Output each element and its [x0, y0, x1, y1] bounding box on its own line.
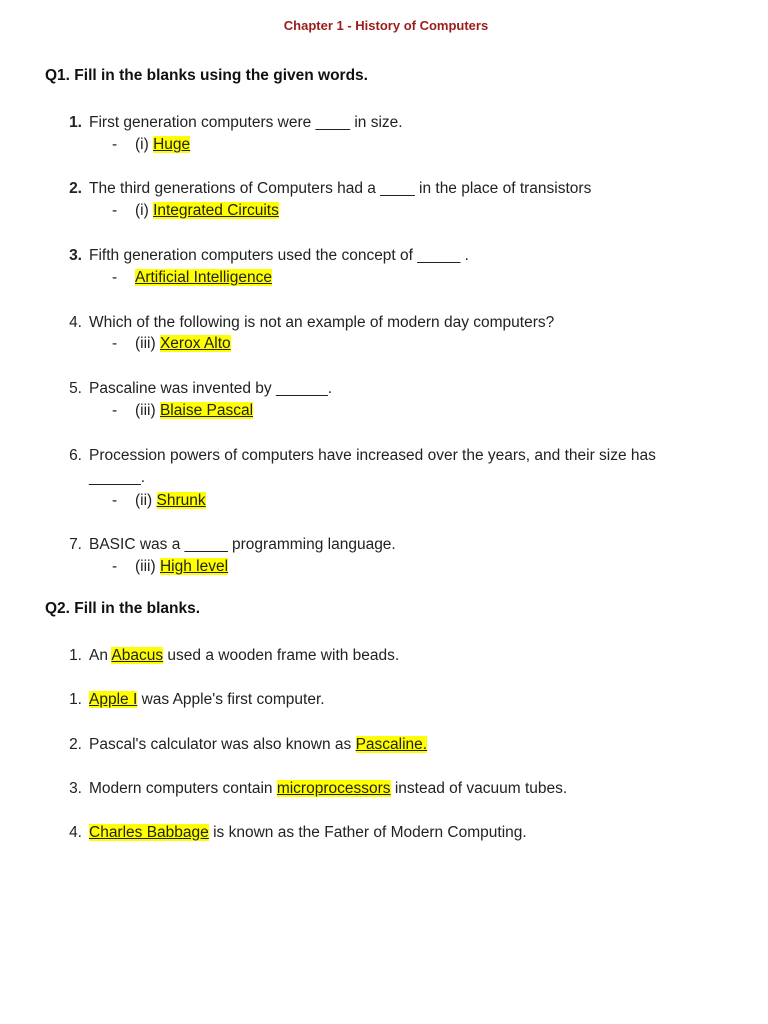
q2-item-number: 2. — [69, 736, 82, 753]
document-title: Chapter 1 - History of Computers — [283, 18, 489, 33]
q1-question-number: 4. — [69, 314, 82, 331]
answer-option-prefix: (iii) — [135, 402, 160, 419]
q2-item-number: 1. — [69, 691, 82, 708]
answer-option-prefix: (iii) — [135, 558, 160, 575]
q1-question-number: 1. — [69, 114, 82, 131]
answer-highlight: Integrated Circuits — [153, 202, 279, 219]
q1-question-number: 3. — [69, 247, 82, 264]
answer-highlight: Artificial Intelligence — [135, 269, 272, 286]
q1-question-number: 7. — [69, 536, 82, 553]
answer-dash: - — [112, 269, 118, 286]
q1-question-text: First generation computers were ____ in size. — [89, 114, 403, 131]
q2-text-after: is known as the Father of Modern Computing. — [208, 824, 527, 841]
answer-highlight: Pascaline. — [355, 736, 428, 753]
q2-heading: Q2. Fill in the blanks. — [45, 600, 201, 617]
q2-text-before: Modern computers contain — [89, 780, 277, 797]
q2-text-after: instead of vacuum tubes. — [390, 780, 568, 797]
answer-option-prefix: (i) — [135, 202, 154, 219]
answer-highlight: microprocessors — [276, 780, 391, 797]
q2-text-after: was Apple's first computer. — [137, 691, 325, 708]
answer-dash: - — [112, 136, 118, 153]
q2-text-before: Pascal's calculator was also known as — [89, 736, 356, 753]
answer-highlight: Huge — [153, 136, 191, 153]
q1-question-number: 6. — [69, 447, 82, 464]
q1-question-text: The third generations of Computers had a ____ in the place of transistors — [89, 180, 592, 197]
answer-highlight: Apple I — [89, 691, 138, 708]
answer-dash: - — [112, 335, 118, 352]
answer-highlight: Xerox Alto — [159, 335, 231, 352]
q2-text-after: used a wooden frame with beads. — [163, 647, 400, 664]
answer-dash: - — [112, 202, 118, 219]
q1-question-text: Which of the following is not an example of modern day computers? — [89, 314, 555, 331]
answer-highlight: High level — [159, 558, 229, 575]
answer-highlight: Blaise Pascal — [159, 402, 254, 419]
q1-question-text: Procession powers of computers have increased over the years, and their size has ______. — [89, 447, 656, 486]
answer-option-prefix: (iii) — [135, 335, 160, 352]
answer-highlight: Abacus — [111, 647, 164, 664]
answer-dash: - — [112, 558, 118, 575]
answer-option-prefix: (ii) — [135, 492, 157, 509]
q2-item-number: 4. — [69, 824, 82, 841]
answer-option-prefix: (i) — [135, 136, 154, 153]
q1-question-text: Pascaline was invented by ______. — [89, 380, 332, 397]
q1-question-number: 2. — [69, 180, 82, 197]
q1-heading: Q1. Fill in the blanks using the given words. — [45, 67, 368, 84]
answer-highlight: Shrunk — [156, 492, 206, 509]
q1-question-number: 5. — [69, 380, 82, 397]
q2-item-number: 3. — [69, 780, 82, 797]
q1-question-text: Fifth generation computers used the concept of _____ . — [89, 247, 469, 264]
answer-dash: - — [112, 492, 118, 509]
q1-question-text: BASIC was a _____ programming language. — [89, 536, 396, 553]
q2-text-before: An — [89, 647, 112, 664]
answer-highlight: Charles Babbage — [89, 824, 209, 841]
answer-dash: - — [112, 402, 118, 419]
q2-item-number: 1. — [69, 647, 82, 664]
